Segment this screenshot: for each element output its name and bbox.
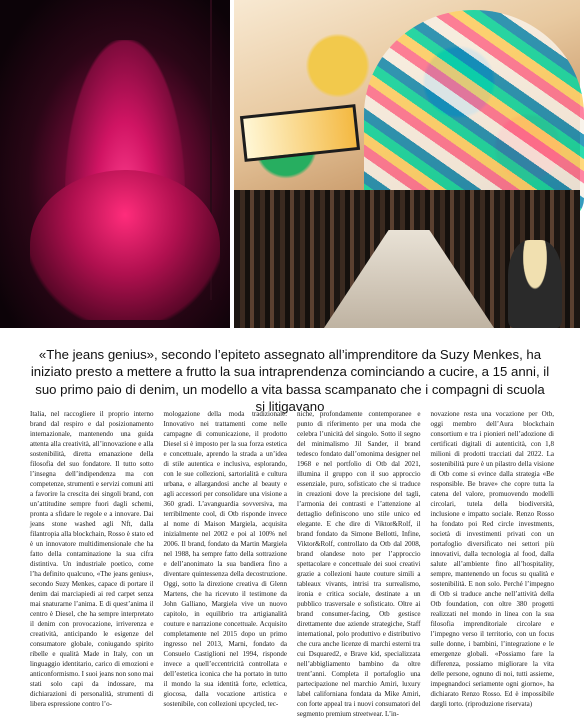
fashion-show-crowd-photo xyxy=(234,0,580,328)
article-column-2: mologazione della moda tradizionale. Innovativo nei trattamenti come nelle campagne di comunicazione, il prodotto Diesel si è imposto per la sua forza estetica e concettuale, aprendo la strada a un’idea di stile autentica e inclusiva, esplorando, con le sue collezioni, sartorialità e cultura urbana, e allargandosi anche al beauty e agli accessori per consolidare una visione a 360 gradi. L’avanguardia sovversiva, ma terribilmente cool, di Otb risponde invece al nome di Maison Margiela, acquisita inizialmente nel 2002 e poi al 100% nel 2006. Il brand, fondato da Martin Margiela nel 1988, ha sempre fatto della sottrazione e dell’anonimato la sua bandiera fino a diventare quintessenza della decostruzione. Oggi, sotto la direzione creativa di Glenn Martens, che ha ricevuto il testimone da John Galliano, Margiela vive un nuovo capitolo, in equilibrio tra artigianalità couture e narrazione concettuale. Acquisito completamente nel 2015 dopo un primo ingresso nel 2013, Marni, fondato da Consuelo Castiglioni nel 1994, risponde invece a quell’eccentricità controllata e dell’estetica iconica che ha portato in tutto il mondo la sua identità forte, eclettica, giocosa, dalla vocazione artistica e sostenibile, con collezioni upcycled, tec- xyxy=(163,410,287,708)
photo-caption: «The jeans genius», secondo l’epiteto assegnato all’imprenditore da Suzy Menkes, ha iniziato presto a mettere a frutto la sua intraprendenza cominciando a cucire, a 15 anni, il suo primo paio di denim, un modello a vita bassa scampanato che i compagni di scuola si litigavano xyxy=(30,347,550,415)
gown-train xyxy=(30,170,220,320)
article-column-3: niche, profondamente contemporanee e punto di riferimento per una moda che celebra l’unicità del singolo. Sotto il segno del minimalismo Jil Sander, il brand tedesco fondato dall’omonima designer nel 1968 e nel portfolio di Otb dal 2021, illumina il gruppo con il suo approccio essenziale, puro, sofisticato che si traduce in creazioni dove la precisione del tagli, l’armonia dei contrasti e l’attenzione al dettaglio definiscono uno stile unico ed elegante. E che dire di Viktor&Rolf, il brand fondato da Simone Bellotti, Infine, Viktor&Rolf, controllato da Otb dal 2008, brand olandese noto per l’approccio spettacolare e concettuale dei suoi creativi grazie a collezioni haute couture simili a tableaux vivants, intrisi tra surrealismo, ironia e critica sociale, destinate a un pubblico trasversale e sofisticato. Oltre ai brand consumer-facing, Otb gestisce direttamente due aziende strategiche, Staff international, polo produttivo e distributivo che cura anche licenze di marchi esterni tra cui Dsquared2, e Brave kid, specializzata nell’abbigliamento bambino da oltre trent’anni. Completa il portafoglio una partecipazione nel marchio Amiri, luxury label californiana fondata da Mike Amiri, con forte appeal tra i nuovi consumatori del segmento premium streetwear. L’in- xyxy=(297,410,421,718)
graffiti-arch xyxy=(364,10,584,220)
article-body xyxy=(30,409,554,718)
runway-gown-photo xyxy=(0,0,230,328)
graffiti-tag xyxy=(240,104,360,162)
photo-strip xyxy=(0,0,580,328)
article-column-4: novazione resta una vocazione per Otb, oggi membro dell’Aura blockchain consortium e tra i pionieri nell’adozione di certificati digitali di autenticità, con 1,8 milioni di prodotti tracciati dal 2022. La sostenibilità pure è un pilastro della visione di Otb come si evince dalla strategia «Be responsible. Be brave» che copre tutta la catena del valore, promuovendo modelli circolari, tutela della biodiversità, inclusione e impatto sociale. Renzo Rosso ha fondato poi Red circle investments, società di investimenti privati con un portafoglio diversificato nei settori più innovativi, dalla tecnologia al food, dalla salute all’ambiente fino all’hospitality, sempre, mantenendo un focus su qualità e sostenibilità. E non solo. Perché l’impegno di Otb si traduce anche nell’attività della Otb foundation, con oltre 380 progetti realizzati nel mondo in linea con la sua filosofia imprenditoriale circolare e l’impegno verso il territorio, con un focus sulle donne, i bambini, l’integrazione e le emergenze globali. «Possiamo fare la differenza, possiamo migliorare la vita delle persone, ognuno di noi, tutti assieme, impegnandoci seriamente ogni giorno», ha dichiarato Renzo Rosso. Ed è impossibile dargli torto. (riproduzione riservata) xyxy=(430,410,554,708)
article-column-1: Italia, nel raccogliere il proprio interno brand dal respiro e dal posizionamento internazionale, mantenendo una guida attenta alla creatività, all’innovazione e alla sostenibilità, diretta emanazione della filosofia del suo fondatore. Il tutto sotto l’insegna dell’indipendenza ma con competenze, strumenti e servizi comuni atti a favorire la crescita dei singoli brand, con un’attitudine sempre fuori dagli schemi, pronta a sfidare le regole e a innovare. Dai jeans stone washed agli Nft, dalla filantropia alla blockchain, Rosso è stato ed è un innovatore multidimensionale che ha fatto della contaminazione la sua cifra distintiva. Un industriale poetico, come l’ha definito qualcuno, «The jeans genius», secondo Suzy Menkes, capace di portare il denim dai marciapiedi ai red carpet senza mai snaturarne l’anima. E di quest’anima il centro è Diesel, che ha sempre interpretato il denim con provocazione, irriverenza e creatività, anticipando le esigenze del consumatore globale, coniugando spirito ribelle e qualità Made in Italy, con un linguaggio identitario, carico di emozioni e anticonformismo. I suoi jeans non sono mai stati solo capi da indossare, ma dichiarazioni di personalità, strumenti di libera espressione contro l’o- xyxy=(30,410,154,708)
blonde-model xyxy=(508,240,562,328)
